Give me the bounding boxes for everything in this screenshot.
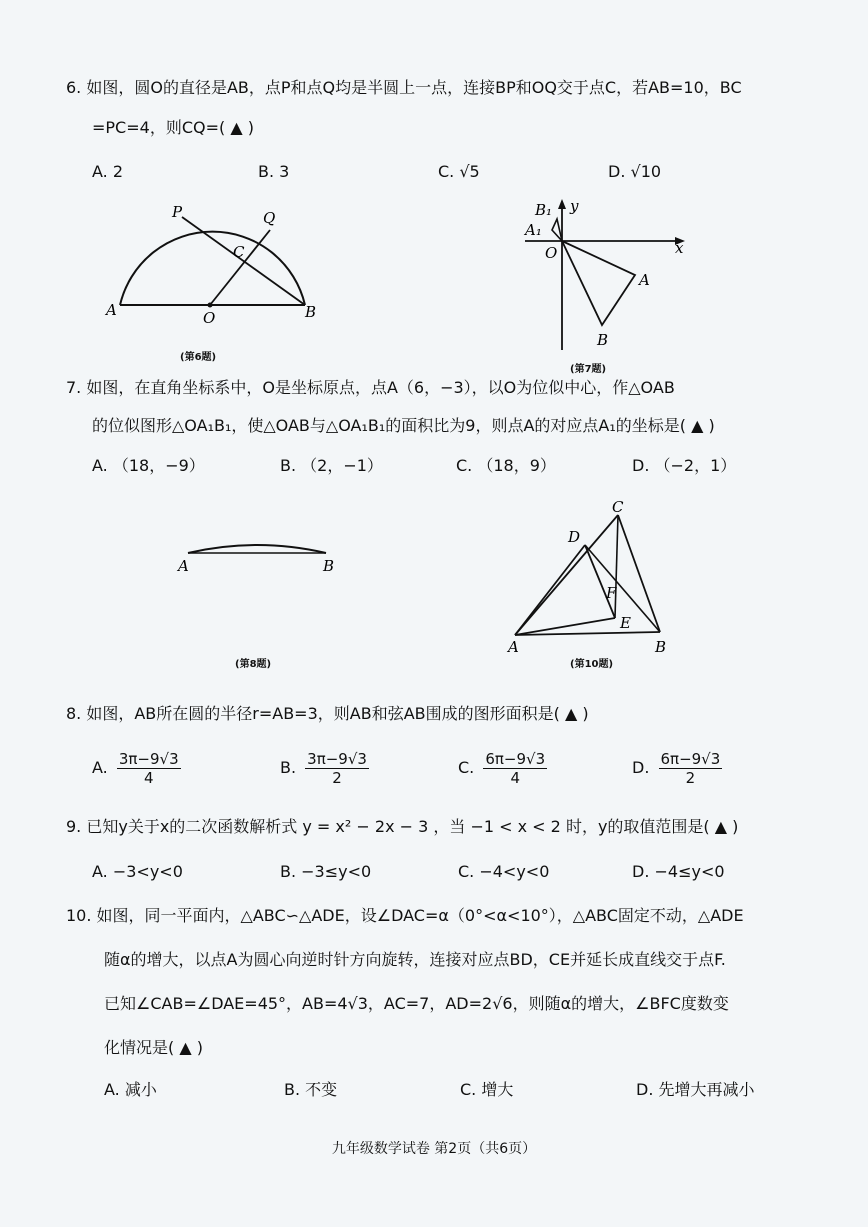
q10-label-a: A <box>508 638 519 655</box>
q8-option-b-denominator: 2 <box>332 769 342 787</box>
q7-caption: (第7题) <box>570 364 607 375</box>
q10-segment-ab <box>515 632 660 635</box>
q9-option-d: D. −4≤y<0 <box>632 862 725 881</box>
q8-option-a-fraction <box>117 750 181 787</box>
q7-y-arrow <box>558 199 566 209</box>
q7-option-b: B. （2，−1） <box>280 456 383 475</box>
q10-line3: 已知∠CAB=∠DAE=45°，AB=4√3，AC=7，AD=2√6，则随α的增大，∠BFC度数变 <box>104 994 729 1013</box>
q6-center-point <box>208 303 213 308</box>
q6-option-c: C. √5 <box>438 162 480 181</box>
q10-label-d: D <box>568 528 581 546</box>
q10-segment-ad <box>515 545 585 635</box>
q6-chord-bp <box>182 217 305 305</box>
q7-label-a1: A₁ <box>525 221 542 239</box>
q10-label-b: B <box>655 638 667 655</box>
q6-option-d: D. √10 <box>608 162 662 181</box>
q6-segment-oq <box>210 230 270 305</box>
q6-option-b: B. 3 <box>258 162 290 181</box>
q10-option-c: C. 增大 <box>460 1080 514 1099</box>
q10-segment-ac <box>515 515 618 635</box>
q8-option-d-numerator: 6π−9√3 <box>660 750 721 768</box>
q10-line2: 随α的增大，以点A为圆心向逆时针方向旋转，连接对应点BD，CE并延长成直线交于点F. <box>104 950 726 969</box>
q10-option-d: D. 先增大再减小 <box>636 1080 755 1099</box>
q6-line2: =PC=4，则CQ=( ▲ ) <box>92 118 254 137</box>
q7-triangle-oa1b1 <box>552 219 562 241</box>
q10-option-b: B. 不变 <box>284 1080 338 1099</box>
q9-option-c: C. −4<y<0 <box>458 862 550 881</box>
q10-option-a: A. 减小 <box>104 1080 157 1099</box>
q8-option-c <box>458 750 547 787</box>
q6-label-b: B <box>305 303 317 321</box>
q10-line4: 化情况是( ▲ ) <box>104 1038 203 1057</box>
q7-option-d: D. （−2，1） <box>632 456 737 475</box>
q6-caption: (第6题) <box>180 352 217 363</box>
q7-option-c: C. （18，9） <box>456 456 556 475</box>
q8-option-d <box>632 750 722 787</box>
q8-line1: 8. 如图，AB所在圆的半径r=AB=3，则AB和弦AB围成的图形面积是( ▲ ) <box>66 704 589 723</box>
q6-label-q: Q <box>263 209 276 227</box>
q10-label-e: E <box>620 614 631 632</box>
q6-option-a: A. 2 <box>92 162 124 181</box>
q8-option-c-denominator: 4 <box>510 769 521 787</box>
q9-line1: 9. 已知y关于x的二次函数解析式 y = x² − 2x − 3 ，当 −1 < x < 2 时，y的取值范围是( ▲ ) <box>66 817 739 836</box>
q10-line1: 10. 如图，同一平面内，△ABC∽△ADE，设∠DAC=α（0°<α<10°），△ABC固定不动，△ADE <box>66 906 744 925</box>
q7-triangle-oab <box>562 241 635 325</box>
q7-line1: 7. 如图，在直角坐标系中，O是坐标原点，点A（6，−3），以O为位似中心，作△OAB <box>66 378 675 397</box>
q8-label-a: A <box>178 557 189 575</box>
q8-option-c-numerator: 6π−9√3 <box>485 750 546 768</box>
q6-label-o: O <box>203 309 216 327</box>
q6-label-p: P <box>172 205 183 221</box>
q8-option-b-fraction <box>305 750 369 787</box>
q8-caption: (第8题) <box>235 659 272 670</box>
q7-label-o: O <box>545 244 558 262</box>
q10-segment-de <box>585 545 615 618</box>
q9-option-b: B. −3≤y<0 <box>280 862 372 881</box>
q8-option-b-numerator: 3π−9√3 <box>307 750 367 768</box>
q10-figure <box>500 500 680 655</box>
q6-semicircle <box>120 232 305 305</box>
q8-option-c-fraction <box>483 750 547 787</box>
page-footer: 九年级数学试卷 第2页（共6页） <box>331 1141 537 1157</box>
q7-label-y: y <box>570 197 579 215</box>
q6-label-a: A <box>106 301 117 319</box>
q7-label-b: B <box>597 331 609 349</box>
q7-line2: 的位似图形△OA₁B₁，使△OAB与△OA₁B₁的面积比为9，则点A的对应点A₁的坐标是( ▲ ) <box>92 416 715 435</box>
q8-figure <box>170 535 350 575</box>
q10-label-c: C <box>612 500 624 516</box>
q8-option-a-letter: A. <box>92 758 108 777</box>
q6-label-c: C <box>233 243 245 261</box>
q8-option-a-denominator: 4 <box>143 769 154 787</box>
q8-option-d-fraction <box>659 750 723 787</box>
q6-figure <box>100 205 340 335</box>
q8-arc <box>188 545 326 553</box>
q6-line1: 6. 如图，圆O的直径是AB，点P和点Q均是半圆上一点，连接BP和OQ交于点C，若AB=10，BC <box>66 78 742 97</box>
q7-label-b1: B₁ <box>535 201 553 219</box>
q8-option-c-letter: C. <box>458 758 475 777</box>
q8-label-b: B <box>323 557 335 575</box>
q10-label-f: F <box>606 584 617 602</box>
q8-option-a <box>92 750 181 787</box>
q10-segment-ce <box>615 515 618 618</box>
q7-option-a: A. （18，−9） <box>92 456 205 475</box>
q7-label-x: x <box>675 239 684 257</box>
q10-caption: (第10题) <box>570 659 614 670</box>
q9-option-a: A. −3<y<0 <box>92 862 183 881</box>
q8-option-b <box>280 750 369 787</box>
q7-figure <box>515 195 695 355</box>
q7-label-a: A <box>639 271 650 289</box>
q8-option-b-letter: B. <box>280 758 297 777</box>
q8-option-d-letter: D. <box>632 758 650 777</box>
q8-option-a-numerator: 3π−9√3 <box>118 750 179 768</box>
q8-option-d-denominator: 2 <box>685 769 696 787</box>
